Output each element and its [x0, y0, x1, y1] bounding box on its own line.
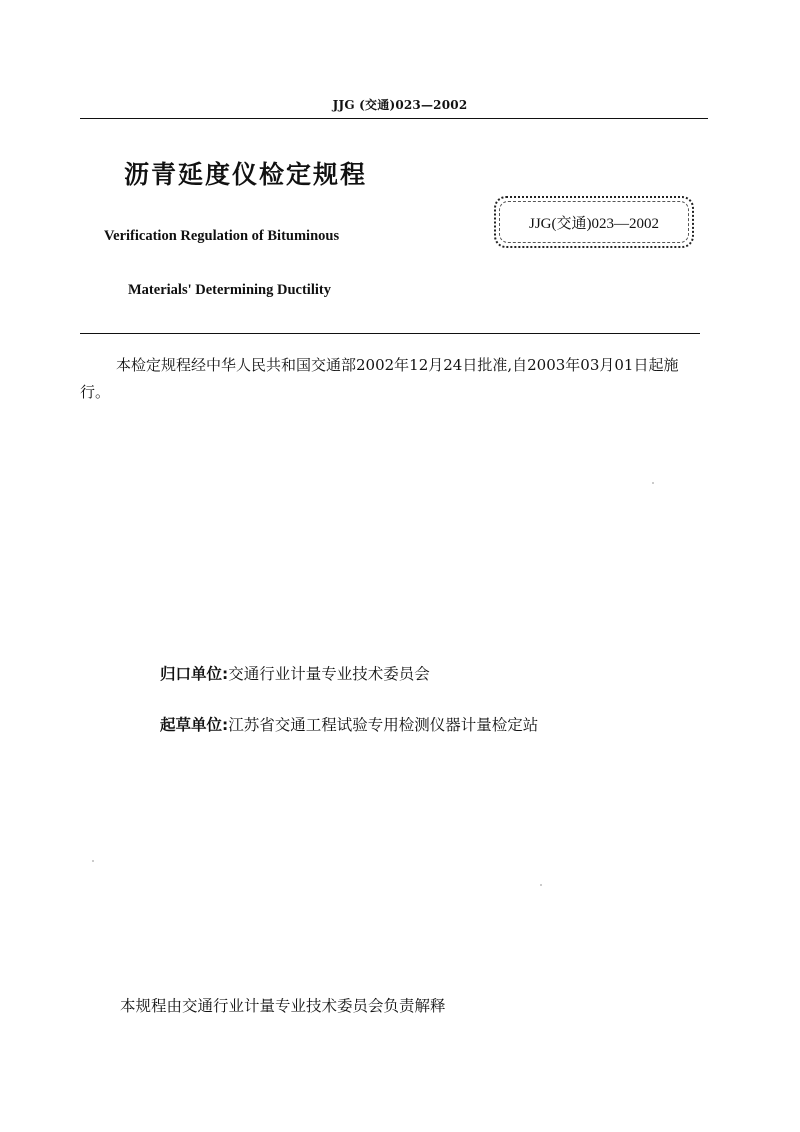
scan-speck	[652, 482, 654, 484]
header-divider	[80, 118, 708, 119]
responsible-unit-value: 交通行业计量专业技术委员会	[228, 665, 430, 683]
drafting-unit-label: 起草单位:	[160, 716, 229, 734]
title-divider	[80, 333, 700, 334]
title-english-line-1: Verification Regulation of Bituminous	[104, 228, 340, 244]
title-english-line-2: Materials' Determining Ductility	[128, 282, 331, 298]
standard-code-stamp	[494, 196, 694, 248]
interpretation-note: 本规程由交通行业计量专业技术委员会负责解释	[120, 997, 446, 1015]
responsible-unit	[160, 662, 430, 684]
scan-speck	[92, 860, 94, 862]
drafting-unit-value: 江苏省交通工程试验专用检测仪器计量检定站	[228, 716, 539, 734]
header-standard-code: JJG (交通)023—2002	[332, 98, 468, 112]
stamp-code: JJG(交通)023—2002	[529, 215, 659, 232]
responsible-unit-label: 归口单位:	[160, 665, 229, 683]
title-chinese: 沥青延度仪检定规程	[124, 160, 368, 189]
drafting-unit	[160, 713, 538, 735]
approval-statement: 本检定规程经中华人民共和国交通部2002年12月24日批准,自2003年03月01日起施行。	[80, 356, 679, 401]
scan-speck	[540, 884, 542, 886]
